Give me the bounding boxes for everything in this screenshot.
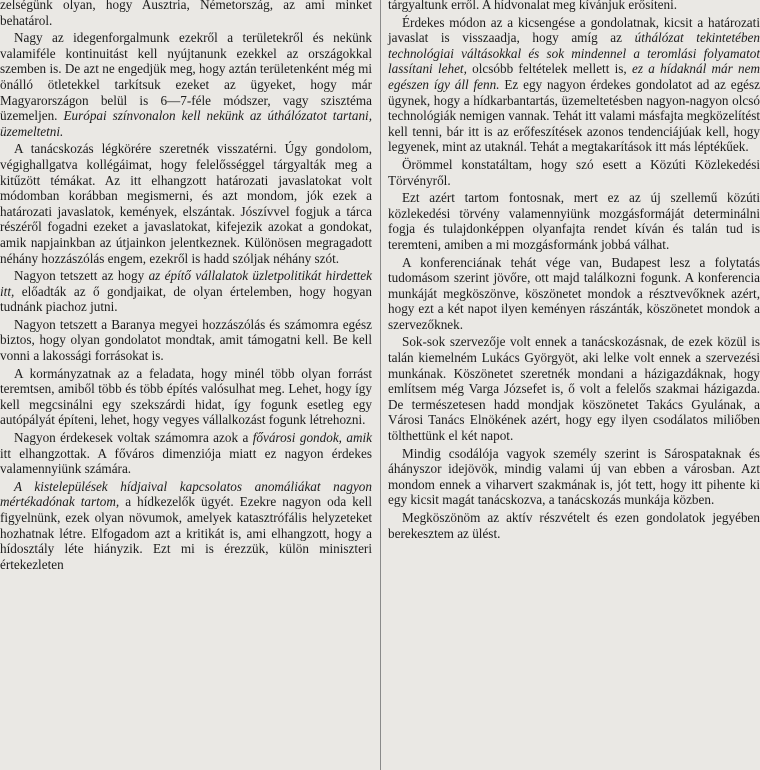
text-run: olcsóbb feltételek mellett is, bbox=[466, 61, 632, 77]
paragraph bbox=[388, 157, 760, 188]
emphasized-text: ez a hídaknál már nem egészen így áll fenn. bbox=[388, 61, 760, 92]
text-run: Megköszönöm az aktív részvételt és ezen gondolatok jegyében berekesztem az ülést. bbox=[388, 510, 760, 541]
paragraph bbox=[0, 0, 372, 28]
paragraph bbox=[388, 0, 760, 13]
text-run: A konferenciának tehát vége van, Budapest lesz a folytatás tudomásom szerint jövőre, ott majd találkozni fogunk. A konferencia munkáját megköszönve, köszönetet mondok a résztvevőknek azért, hogy ezt a két napot ilyen keményen rászánták, köszönetet mondok a szervezőknek. bbox=[388, 254, 760, 332]
paragraph bbox=[388, 446, 760, 508]
text-run: Nagyon tetszett a Baranya megyei hozzászólás és számomra egész biztos, hogy olyan gondolatot mondtak, amit támogatni kell. Be kell vonni a lakossági forrásokat is. bbox=[0, 316, 372, 364]
text-run: Ezt azért tartom fontosnak, mert ez az új szellemű közúti közlekedési törvény valamennyiünk mozgásformáját determinálni fogja és tulajdonképpen olyanfajta rendet kíván és talán tud is teremteni, amiben a mi mozgásformánk jobbá válhat. bbox=[388, 190, 760, 252]
text-run: A tanácskozás légkörére szeretnék visszatérni. Úgy gondolom, végighallgatva kollégáimat, hogy felelősséggel tárgyalták meg a kitűzött témákat. Az itt elhangzott határozati javaslatokat volt módomban korábban megismerni, és azt mondom, jók ezek a határozati javaslatok, kemények, elszántak. Jószívvel fogjuk a tárca részéről fogadni ezeket a javaslatokat, kifejezik azokat a gondokat, amik napjainkban az útjainkon jelentkeznek. Különösen megragadott néhány hozzászólás engem, ezekről is hadd szóljak néhány szót. bbox=[0, 141, 372, 266]
paragraph bbox=[0, 366, 372, 428]
right-column bbox=[388, 0, 760, 543]
emphasized-text: úthálózat tekintetében technológiai váltásokkal és sok mindennel a teromlási folyamatot lassítani lehet, bbox=[388, 30, 760, 77]
emphasized-text: az építő vállalatok üzletpolitikát hirdettek itt, bbox=[0, 268, 373, 299]
paragraph bbox=[0, 268, 372, 315]
left-column bbox=[0, 0, 372, 574]
text-run: a hídkezelők ügyét. Ezekre nagyon oda kell figyelnünk, ezek olyan növumok, amelyek katasztrófális helyzeteket hozhatnak létre. Elfogadom azt a kritikát is, ami elhangzott, hogy a hídosztály léte hiányzik. Ezt mi is érezzük, külön miniszteri értekezleten bbox=[0, 494, 373, 572]
text-run: tárgyaltunk erről. A hídvonalat meg kívánjuk erősíteni. bbox=[388, 0, 678, 12]
text-run: Ez egy nagyon érdekes gondolatot ad az egész ügynek, hogy a hídkarbantartás, üzemeltetésben nagyon-nagyon olcsó technológiák nemigen vannak. Tehát itt valami másfajta megközelítést kell tenni, bár itt is az erőfeszítések azonos tendenciájúak kell, hogy legyenek, mint az utaknál. Tehát a megtakarítások itt más léptékűek. bbox=[388, 76, 760, 155]
text-run: A kormányzatnak az a feladata, hogy minél több olyan forrást teremtsen, amiből több és több építés valósulhat meg. Lehet, hogy így kell megcsinálni egy szekszárdi hidat, így fogunk esetleg egy autópályát építeni, lehet, hogy vegyes vállalkozást fogunk létrehozni. bbox=[0, 365, 372, 428]
text-run: Sok-sok szervezője volt ennek a tanácskozásnak, de ezek közül is talán kiemelném Lukács Györgyöt, aki lelke volt ennek a szervezési munkának. Köszönetet szeretnék mondani a házigazdáknak, hogy említsem még Varga Józsefet is, ő volt a felelős szakmai házigazda. De természetesen hadd mondjak köszönetet Takács Gyulának, a Városi Tanács Elnökének azért, hogy egy ilyen csodálatos miliőben tölthettünk el két napot. bbox=[388, 334, 760, 444]
paragraph bbox=[388, 334, 760, 443]
emphasized-text: A kistelepülések hídjaival kapcsolatos anomáliákat nagyon mértékadónak tartom, bbox=[0, 478, 372, 510]
text-run: Nagy az idegenforgalmunk ezekről a területekről és nekünk valamiféle kontinuitást kell nyújtanunk ezekkel az országokkal szemben is. De azt ne engedjük meg, hogy aztán területenként még mi önálló ötletekkel tarkítsuk ezeket az ügyeket, hogy már Magyarországon belül is 6—7-féle módszer, vagy szisztéma üzemeljen. bbox=[0, 30, 372, 124]
text-run: Érdekes módon az a kicsengése a gondolatnak, kicsit a határozati javaslat is visszaadja, hogy amíg az bbox=[388, 14, 760, 46]
paragraph bbox=[0, 479, 372, 573]
paragraph bbox=[388, 15, 760, 155]
paragraph bbox=[388, 510, 760, 541]
text-run: Örömmel konstatáltam, hogy szó esett a Közúti Közlekedési Törvényről. bbox=[388, 156, 760, 188]
paragraph bbox=[0, 141, 372, 266]
text-run: Nagyon tetszett az hogy bbox=[14, 268, 149, 284]
paragraph bbox=[0, 430, 372, 477]
text-run: Nagyon érdekesek voltak számomra azok a bbox=[14, 430, 253, 446]
text-run: itt elhangzottak. A főváros dimenziója miatt ez nagyon érdekes valamennyiünk számára. bbox=[0, 445, 372, 477]
text-run: előadták az ő gondjaikat, de olyan értelemben, hogy hogyan tudnánk piachoz jutni. bbox=[0, 283, 372, 315]
emphasized-text: fővárosi gondok, amik bbox=[252, 430, 372, 446]
paragraph bbox=[0, 30, 372, 139]
column-divider bbox=[380, 0, 381, 770]
paragraph bbox=[388, 255, 760, 333]
text-run: zelségünk olyan, hogy Ausztria, Németország, az ami minket behatárol. bbox=[0, 0, 372, 28]
text-run: Mindig csodálója vagyok személy szerint is Sárospataknak és áhányszor idejövök, mindig valami új van ebben a városban. Azt mondom ennek a viharvert szakmának is, jót tett, hogy itt pihente ki egy kicsit magát tanácskozva, a tanácskozás munkája közben. bbox=[388, 445, 760, 508]
paragraph bbox=[388, 190, 760, 252]
paragraph bbox=[0, 317, 372, 364]
emphasized-text: Európai színvonalon kell nekünk az úthálózatot tartani, üzemeltetni. bbox=[0, 108, 373, 139]
